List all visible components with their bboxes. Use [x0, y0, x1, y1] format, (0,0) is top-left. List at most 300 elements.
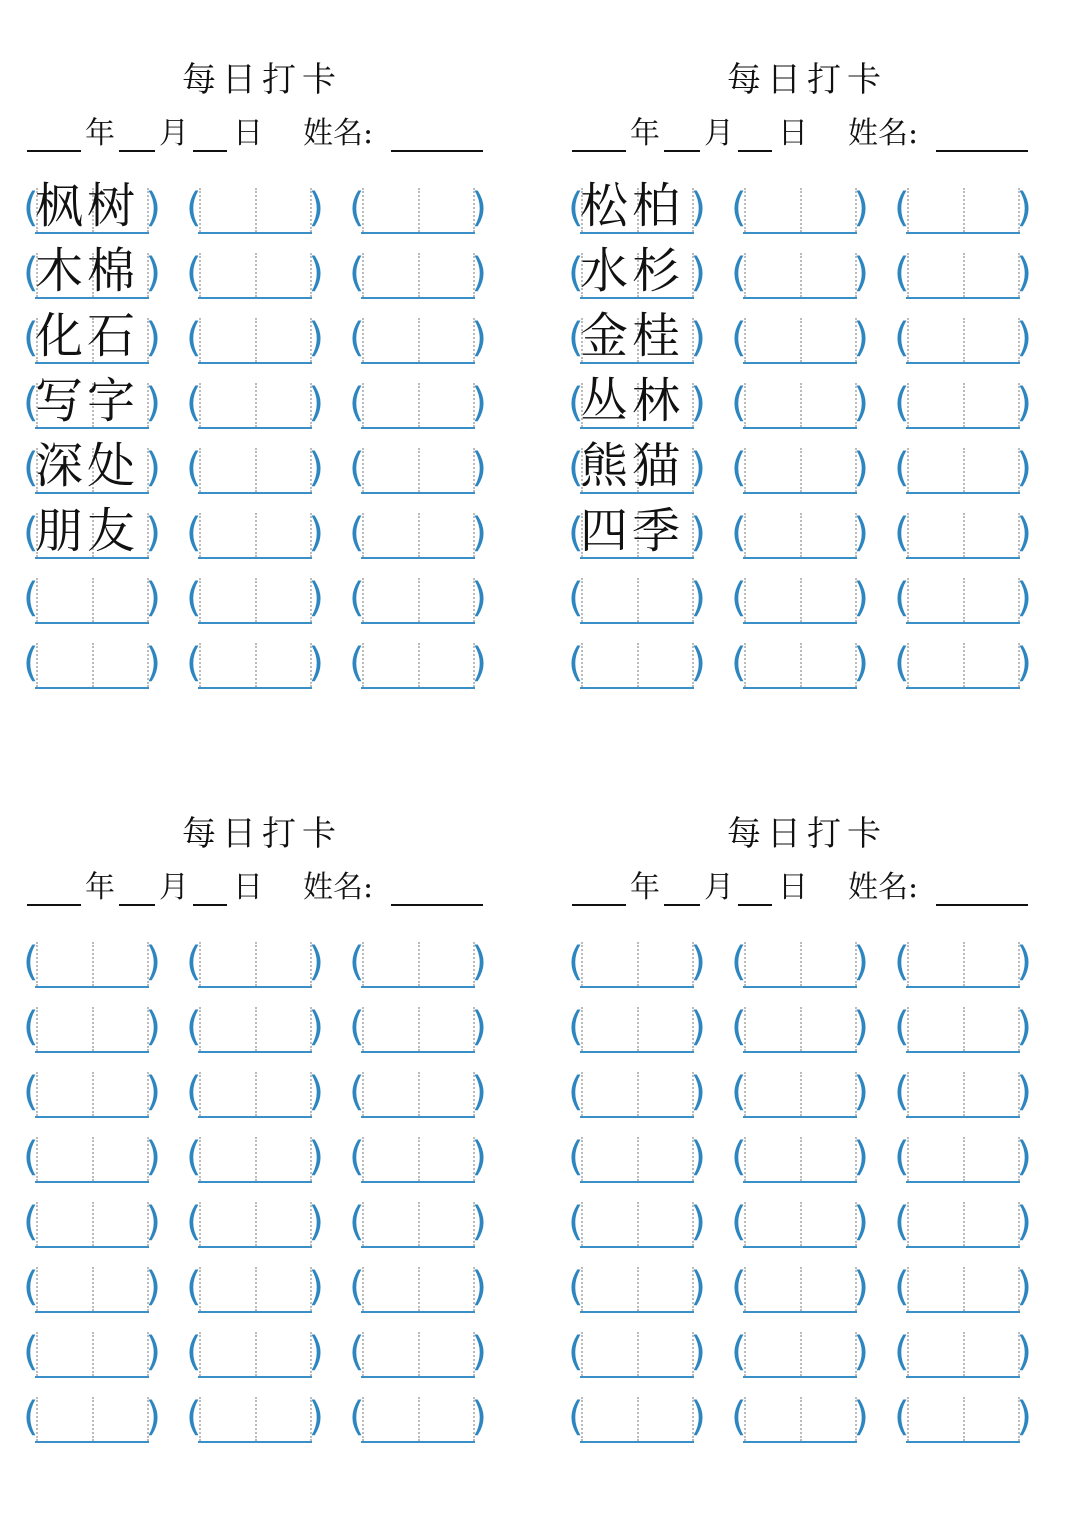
left-paren-mark: ( — [894, 1004, 910, 1050]
character-box — [198, 1332, 312, 1378]
right-paren-mark: ) — [308, 939, 324, 985]
right-paren-mark: ) — [145, 1134, 161, 1180]
writing-cell[interactable] — [568, 1066, 706, 1124]
writing-cell[interactable] — [731, 247, 869, 305]
character-box — [35, 643, 149, 689]
writing-cell[interactable] — [186, 312, 324, 370]
day-label: 日 — [778, 116, 808, 151]
day-blank[interactable] — [193, 904, 227, 906]
left-paren-mark: ( — [731, 1004, 747, 1050]
right-paren-mark: ) — [853, 445, 869, 491]
left-paren-mark: ( — [568, 315, 584, 361]
left-paren-mark: ( — [894, 250, 910, 296]
character-box — [906, 188, 1020, 234]
writing-cell[interactable] — [731, 312, 869, 370]
right-paren-mark: ) — [145, 1329, 161, 1375]
date-name-line — [27, 114, 497, 154]
vocab-word: 四季 — [580, 503, 685, 559]
right-paren-mark: ) — [471, 510, 487, 556]
character-box — [198, 513, 312, 559]
character-box — [361, 513, 475, 559]
character-box — [361, 318, 475, 364]
vocab-word: 丛林 — [580, 373, 685, 429]
writing-cell[interactable] — [23, 438, 161, 500]
writing-cell[interactable] — [894, 936, 1032, 994]
right-paren-mark: ) — [690, 1329, 706, 1375]
left-paren-mark: ( — [186, 510, 202, 556]
right-paren-mark: ) — [1016, 510, 1032, 556]
left-paren-mark: ( — [349, 1199, 365, 1245]
writing-cell[interactable] — [23, 936, 161, 994]
left-paren-mark: ( — [349, 1069, 365, 1115]
character-box — [35, 578, 149, 624]
character-box — [361, 942, 475, 988]
left-paren-mark: ( — [349, 510, 365, 556]
left-paren-mark: ( — [186, 1069, 202, 1115]
left-paren-mark: ( — [186, 1329, 202, 1375]
right-paren-mark: ) — [1016, 1394, 1032, 1440]
writing-cell[interactable] — [349, 377, 487, 435]
right-paren-mark: ) — [690, 250, 706, 296]
writing-cell[interactable] — [349, 936, 487, 994]
left-paren-mark: ( — [23, 640, 39, 686]
left-paren-mark: ( — [568, 1394, 584, 1440]
right-paren-mark: ) — [1016, 380, 1032, 426]
writing-cell[interactable] — [568, 503, 706, 565]
character-box — [906, 1007, 1020, 1053]
character-box — [906, 318, 1020, 364]
left-paren-mark: ( — [349, 380, 365, 426]
writing-cell[interactable] — [731, 637, 869, 695]
right-paren-mark: ) — [1016, 939, 1032, 985]
left-paren-mark: ( — [349, 640, 365, 686]
left-paren-mark: ( — [186, 445, 202, 491]
writing-cell[interactable] — [186, 442, 324, 500]
character-box — [361, 253, 475, 299]
writing-cell[interactable] — [349, 637, 487, 695]
writing-cell[interactable] — [731, 936, 869, 994]
left-paren-mark: ( — [349, 575, 365, 621]
character-box — [361, 1007, 475, 1053]
writing-cell[interactable] — [186, 637, 324, 695]
writing-cell[interactable] — [894, 1131, 1032, 1189]
right-paren-mark: ) — [853, 510, 869, 556]
year-blank[interactable] — [572, 904, 626, 906]
writing-cell[interactable] — [894, 1326, 1032, 1384]
writing-cell[interactable] — [349, 312, 487, 370]
writing-cell[interactable] — [23, 373, 161, 435]
year-label: 年 — [630, 116, 660, 151]
writing-cell[interactable] — [731, 1001, 869, 1059]
left-paren-mark: ( — [186, 1004, 202, 1050]
month-blank[interactable] — [664, 904, 700, 906]
character-box — [906, 643, 1020, 689]
right-paren-mark: ) — [308, 1264, 324, 1310]
character-box — [743, 448, 857, 494]
left-paren-mark: ( — [186, 380, 202, 426]
writing-cell[interactable] — [23, 178, 161, 240]
left-paren-mark: ( — [894, 315, 910, 361]
writing-cell[interactable] — [894, 377, 1032, 435]
day-label: 日 — [233, 116, 263, 151]
left-paren-mark: ( — [568, 939, 584, 985]
character-box — [35, 1267, 149, 1313]
right-paren-mark: ) — [471, 380, 487, 426]
character-box — [580, 1007, 694, 1053]
left-paren-mark: ( — [186, 1199, 202, 1245]
writing-cell[interactable] — [568, 637, 706, 695]
character-box — [35, 1397, 149, 1443]
writing-cell[interactable] — [186, 1391, 324, 1449]
right-paren-mark: ) — [853, 250, 869, 296]
writing-cell[interactable] — [894, 182, 1032, 240]
right-paren-mark: ) — [853, 1329, 869, 1375]
writing-cell[interactable] — [731, 182, 869, 240]
writing-cell[interactable] — [568, 1131, 706, 1189]
character-box — [35, 1137, 149, 1183]
character-box — [198, 1397, 312, 1443]
left-paren-mark: ( — [568, 1134, 584, 1180]
left-paren-mark: ( — [23, 939, 39, 985]
left-paren-mark: ( — [23, 1134, 39, 1180]
writing-cell[interactable] — [894, 572, 1032, 630]
writing-cell[interactable] — [349, 442, 487, 500]
writing-cell[interactable] — [23, 1326, 161, 1384]
writing-cell[interactable] — [894, 637, 1032, 695]
writing-cell[interactable] — [894, 1261, 1032, 1319]
day-blank[interactable] — [193, 150, 227, 152]
day-label: 日 — [778, 870, 808, 905]
writing-cell[interactable] — [23, 1066, 161, 1124]
character-box — [743, 253, 857, 299]
writing-cell[interactable] — [186, 572, 324, 630]
left-paren-mark: ( — [894, 640, 910, 686]
left-paren-mark: ( — [23, 510, 39, 556]
writing-cell[interactable] — [894, 247, 1032, 305]
day-blank[interactable] — [738, 150, 772, 152]
name-blank[interactable] — [936, 150, 1028, 152]
left-paren-mark: ( — [894, 1329, 910, 1375]
right-paren-mark: ) — [145, 575, 161, 621]
character-box — [35, 1007, 149, 1053]
name-label: 姓名: — [848, 870, 919, 905]
character-box — [361, 1202, 475, 1248]
writing-cell[interactable] — [186, 507, 324, 565]
right-paren-mark: ) — [308, 1004, 324, 1050]
left-paren-mark: ( — [568, 1264, 584, 1310]
character-box — [198, 1267, 312, 1313]
writing-cell[interactable] — [23, 308, 161, 370]
month-blank[interactable] — [664, 150, 700, 152]
right-paren-mark: ) — [690, 1199, 706, 1245]
writing-cell[interactable] — [568, 1196, 706, 1254]
character-box — [198, 1072, 312, 1118]
character-box — [361, 1267, 475, 1313]
writing-cell[interactable] — [349, 1326, 487, 1384]
character-box — [906, 1267, 1020, 1313]
writing-cell[interactable] — [568, 936, 706, 994]
name-blank[interactable] — [391, 904, 483, 906]
year-label: 年 — [85, 116, 115, 151]
writing-cell[interactable] — [568, 1391, 706, 1449]
character-box — [361, 383, 475, 429]
writing-cell[interactable] — [186, 1066, 324, 1124]
writing-cell[interactable] — [23, 637, 161, 695]
writing-cell[interactable] — [894, 1001, 1032, 1059]
character-box — [361, 1397, 475, 1443]
writing-cell[interactable] — [23, 1131, 161, 1189]
month-blank[interactable] — [119, 904, 155, 906]
left-paren-mark: ( — [731, 445, 747, 491]
right-paren-mark: ) — [145, 185, 161, 231]
right-paren-mark: ) — [471, 445, 487, 491]
left-paren-mark: ( — [894, 1134, 910, 1180]
writing-cell[interactable] — [23, 1391, 161, 1449]
left-paren-mark: ( — [568, 185, 584, 231]
left-paren-mark: ( — [568, 640, 584, 686]
left-paren-mark: ( — [894, 510, 910, 556]
writing-cell[interactable] — [568, 178, 706, 240]
left-paren-mark: ( — [23, 1394, 39, 1440]
writing-cell[interactable] — [349, 572, 487, 630]
right-paren-mark: ) — [145, 1069, 161, 1115]
left-paren-mark: ( — [731, 640, 747, 686]
right-paren-mark: ) — [690, 1134, 706, 1180]
date-name-line — [27, 868, 497, 908]
writing-cell[interactable] — [349, 1391, 487, 1449]
writing-cell[interactable] — [186, 182, 324, 240]
left-paren-mark: ( — [894, 1264, 910, 1310]
left-paren-mark: ( — [349, 1134, 365, 1180]
right-paren-mark: ) — [145, 445, 161, 491]
character-box — [361, 1332, 475, 1378]
left-paren-mark: ( — [731, 1134, 747, 1180]
left-paren-mark: ( — [349, 1004, 365, 1050]
right-paren-mark: ) — [308, 380, 324, 426]
writing-cell[interactable] — [731, 1391, 869, 1449]
year-label: 年 — [630, 870, 660, 905]
right-paren-mark: ) — [690, 1004, 706, 1050]
character-box — [743, 318, 857, 364]
month-label: 月 — [704, 116, 734, 151]
character-box — [35, 1332, 149, 1378]
right-paren-mark: ) — [145, 640, 161, 686]
character-box — [361, 1137, 475, 1183]
left-paren-mark: ( — [568, 575, 584, 621]
writing-cell[interactable] — [349, 1261, 487, 1319]
writing-cell[interactable] — [349, 1066, 487, 1124]
left-paren-mark: ( — [894, 445, 910, 491]
writing-cell[interactable] — [23, 1261, 161, 1319]
writing-cell[interactable] — [731, 1196, 869, 1254]
right-paren-mark: ) — [308, 1069, 324, 1115]
left-paren-mark: ( — [731, 380, 747, 426]
character-box — [35, 1072, 149, 1118]
writing-cell[interactable] — [894, 1391, 1032, 1449]
left-paren-mark: ( — [894, 1394, 910, 1440]
left-paren-mark: ( — [23, 1264, 39, 1310]
writing-cell[interactable] — [186, 377, 324, 435]
left-paren-mark: ( — [349, 1329, 365, 1375]
writing-cell[interactable] — [349, 1131, 487, 1189]
writing-cell[interactable] — [23, 1196, 161, 1254]
character-box — [906, 383, 1020, 429]
character-box — [361, 643, 475, 689]
name-blank[interactable] — [936, 904, 1028, 906]
writing-cell[interactable] — [731, 1066, 869, 1124]
right-paren-mark: ) — [145, 315, 161, 361]
writing-cell[interactable] — [186, 1131, 324, 1189]
writing-cell[interactable] — [23, 1001, 161, 1059]
sheet-title: 每日打卡 — [182, 814, 342, 854]
left-paren-mark: ( — [23, 185, 39, 231]
right-paren-mark: ) — [471, 1199, 487, 1245]
right-paren-mark: ) — [471, 575, 487, 621]
right-paren-mark: ) — [853, 1394, 869, 1440]
left-paren-mark: ( — [731, 1394, 747, 1440]
character-box — [743, 383, 857, 429]
month-blank[interactable] — [119, 150, 155, 152]
day-blank[interactable] — [738, 904, 772, 906]
right-paren-mark: ) — [145, 1394, 161, 1440]
left-paren-mark: ( — [23, 575, 39, 621]
vocab-word: 写字 — [35, 373, 140, 429]
year-blank[interactable] — [27, 150, 81, 152]
left-paren-mark: ( — [731, 1199, 747, 1245]
vocab-word: 深处 — [35, 438, 140, 494]
right-paren-mark: ) — [145, 380, 161, 426]
right-paren-mark: ) — [308, 445, 324, 491]
character-box — [198, 448, 312, 494]
right-paren-mark: ) — [1016, 575, 1032, 621]
right-paren-mark: ) — [1016, 250, 1032, 296]
writing-cell[interactable] — [186, 247, 324, 305]
left-paren-mark: ( — [731, 939, 747, 985]
right-paren-mark: ) — [1016, 1329, 1032, 1375]
right-paren-mark: ) — [471, 1394, 487, 1440]
writing-cell[interactable] — [568, 572, 706, 630]
year-blank[interactable] — [572, 150, 626, 152]
right-paren-mark: ) — [1016, 315, 1032, 361]
character-box — [743, 513, 857, 559]
left-paren-mark: ( — [568, 380, 584, 426]
right-paren-mark: ) — [145, 510, 161, 556]
right-paren-mark: ) — [471, 315, 487, 361]
writing-cell[interactable] — [568, 308, 706, 370]
left-paren-mark: ( — [731, 1329, 747, 1375]
left-paren-mark: ( — [186, 1394, 202, 1440]
right-paren-mark: ) — [308, 510, 324, 556]
right-paren-mark: ) — [471, 1004, 487, 1050]
right-paren-mark: ) — [853, 1199, 869, 1245]
writing-cell[interactable] — [349, 247, 487, 305]
writing-cell[interactable] — [731, 1261, 869, 1319]
writing-cell[interactable] — [349, 1196, 487, 1254]
left-paren-mark: ( — [186, 575, 202, 621]
right-paren-mark: ) — [1016, 445, 1032, 491]
year-label: 年 — [85, 870, 115, 905]
name-blank[interactable] — [391, 150, 483, 152]
writing-cell[interactable] — [568, 438, 706, 500]
right-paren-mark: ) — [308, 1394, 324, 1440]
writing-cell[interactable] — [349, 1001, 487, 1059]
writing-cell[interactable] — [731, 507, 869, 565]
writing-cell[interactable] — [568, 243, 706, 305]
right-paren-mark: ) — [853, 315, 869, 361]
left-paren-mark: ( — [23, 1199, 39, 1245]
character-box — [361, 1072, 475, 1118]
right-paren-mark: ) — [1016, 1264, 1032, 1310]
writing-cell[interactable] — [731, 377, 869, 435]
right-paren-mark: ) — [690, 1394, 706, 1440]
left-paren-mark: ( — [349, 939, 365, 985]
writing-cell[interactable] — [186, 1261, 324, 1319]
writing-cell[interactable] — [731, 442, 869, 500]
writing-cell[interactable] — [894, 312, 1032, 370]
left-paren-mark: ( — [894, 1199, 910, 1245]
character-box — [35, 1202, 149, 1248]
writing-cell[interactable] — [186, 1196, 324, 1254]
writing-cell[interactable] — [568, 373, 706, 435]
left-paren-mark: ( — [894, 939, 910, 985]
left-paren-mark: ( — [186, 185, 202, 231]
writing-cell[interactable] — [731, 1131, 869, 1189]
right-paren-mark: ) — [853, 1264, 869, 1310]
writing-cell[interactable] — [731, 1326, 869, 1384]
sheet-title: 每日打卡 — [727, 814, 887, 854]
writing-cell[interactable] — [894, 442, 1032, 500]
left-paren-mark: ( — [731, 1264, 747, 1310]
writing-cell[interactable] — [894, 1066, 1032, 1124]
writing-cell[interactable] — [186, 1326, 324, 1384]
right-paren-mark: ) — [1016, 1199, 1032, 1245]
left-paren-mark: ( — [894, 1069, 910, 1115]
writing-cell[interactable] — [349, 507, 487, 565]
writing-cell[interactable] — [23, 572, 161, 630]
character-box — [580, 1137, 694, 1183]
right-paren-mark: ) — [690, 510, 706, 556]
left-paren-mark: ( — [23, 1004, 39, 1050]
writing-cell[interactable] — [23, 243, 161, 305]
left-paren-mark: ( — [731, 315, 747, 361]
writing-cell[interactable] — [568, 1261, 706, 1319]
writing-cell[interactable] — [568, 1001, 706, 1059]
writing-cell[interactable] — [349, 182, 487, 240]
right-paren-mark: ) — [145, 1004, 161, 1050]
character-box — [906, 253, 1020, 299]
left-paren-mark: ( — [23, 1329, 39, 1375]
sheet-title: 每日打卡 — [727, 60, 887, 100]
writing-cell[interactable] — [568, 1326, 706, 1384]
year-blank[interactable] — [27, 904, 81, 906]
writing-cell[interactable] — [731, 572, 869, 630]
right-paren-mark: ) — [145, 939, 161, 985]
writing-cell[interactable] — [186, 936, 324, 994]
character-box — [580, 1072, 694, 1118]
writing-cell[interactable] — [894, 1196, 1032, 1254]
right-paren-mark: ) — [1016, 1069, 1032, 1115]
left-paren-mark: ( — [568, 250, 584, 296]
writing-cell[interactable] — [23, 503, 161, 565]
character-box — [35, 942, 149, 988]
writing-cell[interactable] — [186, 1001, 324, 1059]
left-paren-mark: ( — [731, 185, 747, 231]
left-paren-mark: ( — [894, 575, 910, 621]
right-paren-mark: ) — [308, 315, 324, 361]
character-box — [580, 1332, 694, 1378]
writing-cell[interactable] — [894, 507, 1032, 565]
left-paren-mark: ( — [349, 445, 365, 491]
